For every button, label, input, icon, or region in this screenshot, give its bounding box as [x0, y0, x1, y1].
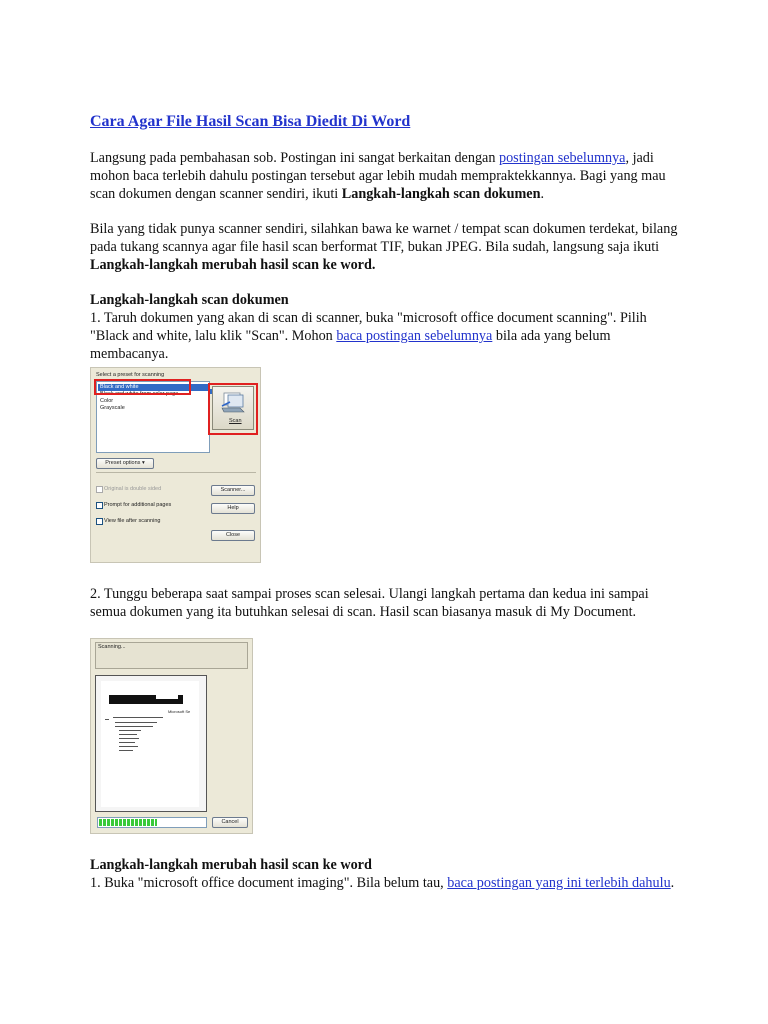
page-title [90, 112, 680, 132]
page-banner-gap [156, 695, 178, 699]
section-scan-heading: Langkah-langkah scan dokumen [90, 292, 289, 308]
page-snippet-text: Microsoft Se [168, 709, 191, 714]
page-text-line [119, 734, 137, 735]
intro-bold-2: Langkah-langkah merubah hasil scan ke word. [90, 257, 376, 273]
scan-progress-fill [99, 819, 157, 826]
scanner-button: Scanner... [211, 485, 255, 496]
page-text-line [105, 719, 109, 720]
page-text-line [119, 746, 138, 747]
section-scan-step-2: 2. Tunggu beberapa saat sampai proses scan selesai. Ulangi langkah pertama dan kedua ini sampai semua dokumen yang ita butuhkan selesai di scan. Hasil scan biasanya masuk di My Document. [90, 586, 649, 620]
section-scan-step-1 [90, 309, 680, 363]
intro-paragraph-1 [90, 149, 680, 203]
view-file-checkbox [96, 518, 103, 525]
scanning-status-text: Scanning... [98, 644, 126, 650]
intro-text-2a: Bila yang tidak punya scanner sendiri, silahkan bawa ke warnet / tempat scan dokumen terdekat, bilang pada tukang scannya agar file hasil scan berformat TIF, bukan JPEG. Bila sudah, langsung saja ikuti [90, 221, 678, 255]
section-convert-heading: Langkah-langkah merubah hasil scan ke word [90, 857, 372, 873]
page-text-line [119, 738, 139, 739]
section-convert [90, 856, 680, 892]
close-button: Close [211, 530, 255, 541]
convert-step1-text-a: 1. Buka "microsoft office document imaging". Bila belum tau, [90, 875, 448, 891]
intro-text-1c: . [540, 186, 545, 202]
page-text-line [115, 726, 153, 727]
intro-bold-1: Langkah-langkah scan dokumen [341, 186, 541, 202]
intro-text-1b: , jadi mohon baca terlebih dahulu postingan tersebut agar lebih mudah mempraktekkannya. Bagi yang mau scan dokumen dengan scanner sendiri, ikuti [90, 150, 666, 202]
additional-pages-label: Prompt for additional pages [104, 502, 172, 508]
section-convert-step-1 [90, 874, 680, 892]
scan-dialog-screenshot [90, 367, 261, 563]
preset-item-color: Color [100, 398, 114, 404]
page-text-line [119, 730, 141, 731]
step1-text-a: 1. Taruh dokumen yang akan di scan di scanner, buka "microsoft office document scanning". Pilih "Black and white, lalu klik "Scan". Mohon [90, 310, 647, 344]
scan-label: Scan [229, 418, 242, 424]
title-link[interactable]: Cara Agar File Hasil Scan Bisa Diedit Di Word [90, 113, 411, 130]
dialog-divider [96, 472, 256, 473]
intro-text-1a: Langsung pada pembahasan sob. Postingan ini sangat berkaitan dengan [90, 150, 499, 166]
cancel-button: Cancel [212, 817, 248, 828]
double-sided-label: Original is double sided [104, 486, 162, 492]
scan-preview [95, 675, 207, 812]
preset-item-black-white: Black and white [98, 384, 210, 391]
page-text-line [119, 742, 135, 743]
section-scan [90, 291, 680, 363]
scan-progress-bar [97, 817, 207, 828]
convert-step1-text-b: . [670, 875, 675, 891]
page-text-line [119, 750, 133, 751]
page-text-line [115, 722, 157, 723]
scanning-progress-screenshot [90, 638, 253, 834]
double-sided-checkbox [96, 486, 103, 493]
step1-text-b: bila ada yang belum membacanya. [90, 328, 611, 362]
intro-paragraph-2 [90, 220, 680, 274]
view-file-label: View file after scanning [104, 518, 161, 524]
read-previous-post-link[interactable]: baca postingan sebelumnya [336, 328, 493, 344]
preset-item-bw-color: Black and white from color page [100, 391, 179, 397]
preset-options-button: Preset options ▾ [96, 458, 154, 469]
preset-item-grayscale: Grayscale [100, 405, 125, 411]
additional-pages-checkbox [96, 502, 103, 509]
scanning-status-box [95, 642, 248, 669]
highlight-scan-box [208, 383, 258, 435]
previous-post-link[interactable]: postingan sebelumnya [498, 150, 626, 166]
scanned-page [101, 681, 199, 807]
document-body [90, 112, 680, 892]
page-text-line [113, 717, 163, 718]
preset-caption: Select a preset for scanning [96, 372, 165, 378]
highlight-preset-box [94, 379, 191, 395]
help-button: Help [211, 503, 255, 514]
read-this-post-link[interactable]: baca postingan yang ini terlebih dahulu [447, 875, 671, 891]
